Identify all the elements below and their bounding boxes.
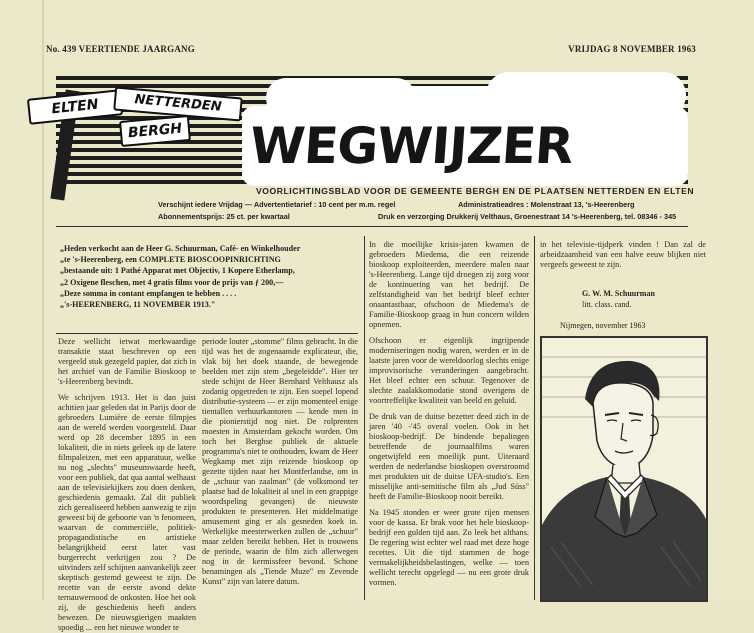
article-column-2 (202, 337, 358, 600)
issue-date: VRIJDAG 8 NOVEMBER 1963 (568, 44, 696, 54)
signpost-elten: ELTEN (27, 89, 123, 125)
man-illustration (540, 336, 708, 602)
quote-line: „bestaande uit: 1 Pathé Apparat met Objectiv, 1 Kopere Etherlamp, (60, 266, 295, 276)
paragraph: Na 1945 stonden er weer grote rijen mensen voor de kassa. Er brak voor het hele bioskoop-bedrijf een gulden tijd aan. Zo leek het althans. De regering wist echter wel raad met deze hoge recettes. Uit die tijd stammen de hoge vermakelijkheidsbelastingen, welke — toen wellicht terecht opgelegd — nu een grote druk vormen. (369, 508, 529, 587)
author-title: litt. class. cand. (582, 300, 632, 309)
newspaper-subtitle: VOORLICHTINGSBLAD VOOR DE GEMEENTE BERGH EN DE PLAATSEN NETTERDEN EN ELTEN (256, 186, 695, 196)
issue-number: No. 439 VEERTIENDE JAARGANG (46, 44, 195, 54)
quote-line: „te 's-Heerenberg, een COMPLETE BIOSCOOPINRICHTING (60, 255, 281, 265)
column-rule (534, 236, 535, 600)
paragraph: Ofschoon er eigenlijk ingrijpende moderniseringen nodig waren, werden er in de laatste jaren voor de wereldoorlog slechts enige improvisorische veranderingen aangebracht. Het bleef echter een schuur. Tegenover de slechte zaalakkomodatie stond overigens de voortreffelijke kwaliteit van beeld en geluid. (369, 336, 529, 405)
paragraph: in het televisie-tijdperk vinden ! Dan zal de arbeidzaamheid van een halve eeuw blijken niet vergeefs geweest te zijn. (540, 240, 706, 269)
paragraph: In die moeilijke krisis-jaren kwamen de gebroeders Miedema, die een reizende bioskoop exploiteerden, meerdere malen naar 's-Heerenberg. Lange tijd droegen zij zorg voor de kontinuering van het bedrijf. De zelfstandigheid van het bedrijf bleef echter onaantastbaar, ofschoon de Miedema's de Familie-Bioskoop graag in hun concern wilden opnemen. (369, 240, 529, 329)
quote-line: „Deze somma in contant empfangen te hebben . . . . (60, 288, 237, 298)
newspaper-title: WEGWIJZER (247, 117, 575, 175)
page-fold (42, 0, 44, 600)
header-rule (56, 226, 688, 227)
article-column-3 (369, 240, 529, 600)
quote-line: „Heden verkocht aan de Heer G. Schuurman, Café- en Winkelhouder (60, 244, 301, 253)
publication-info-right-1: Administratieadres : Molenstraat 13, 's-Heerenberg (458, 200, 635, 209)
quote-line: „'s-HEERENBERG, 11 NOVEMBER 1913." (60, 300, 216, 310)
quoted-document (60, 243, 356, 310)
quote-line: „2 Oxigene fleschen, met 4 gratis films voor de prijs van ƒ 200,— (60, 277, 284, 287)
publication-info-right-2: Druk en verzorging Drukkerij Velthaus, Groenestraat 14 's-Heerenberg, tel. 08346 - 345 (378, 212, 677, 221)
signpost-netterden: NETTERDEN (113, 86, 243, 121)
signpost-bergh: BERGH (119, 115, 191, 147)
author-signature (560, 288, 655, 331)
author-name: G. W. M. Schuurman (582, 289, 655, 298)
ad-rule (56, 333, 358, 334)
article-column-1 (58, 337, 196, 632)
article-column-4 (540, 240, 706, 280)
publication-info-left-2: Abonnementsprijs: 25 ct. per kwartaal (158, 212, 290, 221)
paragraph: We schrijven 1913. Het is dan juist achttien jaar geleden dat in Parijs door de gebroeders Lumière de eerste filmpjes aan de wereld werden voorgesteld. Daar werd op 28 december 1895 in een lokaliteit, die in niets geleek op de latere filmpaleizen, met een apparatuur, welke nu nog „slechts" museumwaarde heeft, voor een publiek, dat qua aantal welhaast aan de televisiekijkers zou doen denken, geschiedenis gemaakt. Zal dit publiek zich gerealiseerd hebben aanwezig te zijn geweest bij de geboorte van 'n fenomeen, waarvan de commerciële, politiek-propagandistische en artistieke belangrijkheid eerst later vast burgerrecht verkrijgen zou ? De uitvinders zelf schijnen aanvankelijk zeer skeptisch gestemd geweest te zijn. De recette van de eerste avond dekte ternauwernood de onkosten. Hoe het ook zij, de geschiedenis heeft anders bewezen. De nieuwsgierigen maakten spoedig ... een het nieuwe wonder te (58, 393, 196, 632)
place-and-date: Nijmegen, november 1963 (560, 321, 646, 330)
paragraph: De druk van de duitse bezetter deed zich in de jaren '40 -'45 overal voelen. Ook in het bioskoop-bedrijf. De bindende bepalingen betreffende de journaalfilms waren ongetwijfeld een moeilijk punt. Uiteraard werden de nederlandse bioskopen overstroomd met produkten uit de duitse UFA-studio's. Een misselijke anti-semitische film als „Jud Süss" heeft de Familie-Bioskoop nooit bereikt. (369, 412, 529, 501)
publication-info-left-1: Verschijnt iedere Vrijdag — Advertentietarief : 10 cent per m.m. regel (158, 200, 396, 209)
paragraph: Deze wellicht ietwat merkwaardige transaktie staat beschreven op een vergeeld stuk gezegeld papier, dat zich in het archief van de Familie Bioskoop te 's-Heerenberg bevindt. (58, 337, 196, 386)
column-rule (364, 236, 365, 600)
paragraph: periode louter „stomme" films gebracht. In die tijd was het de zogenaamde explicateur, die, vlak bij het doek staande, de bewegende beelden met zijn stem „begeleidde". Hier ter stede schijnt de Heer Bernhard Velthausz als zodanig opgetreden te zijn. Een soepel lopend distributie-systeem — er zijn momenteel enige tientallen verhuurkantoren — kende men in die pionierstijd nog niet. De rolprenten moesten in Amsterdam gekocht worden. Om toch het Berghse publiek de aktuele programma's niet te onthouden, kwam de Heer Wegkamp met zijn reizende bioskoop op gezette tijden naar het Montferlandse, om in de „schuur van zaalman" (de volksmond ter plaatse had de lokaliteit al snel in een grappige woordspeling gevangen) de nieuwste produkten te presenteren. Het middelmatige amusement ging er als gesneden koek in. Werkelijke meesterwerken zullen de „schuur" maar zelden bereikt hebben. Het is trouwens de periode, waarin de film zich allerwegen nog in de kermissfeer bevond. Schone benamingen als „Tiende Muze" en Zevende Kunst" zijn van latere datum. (202, 337, 358, 586)
